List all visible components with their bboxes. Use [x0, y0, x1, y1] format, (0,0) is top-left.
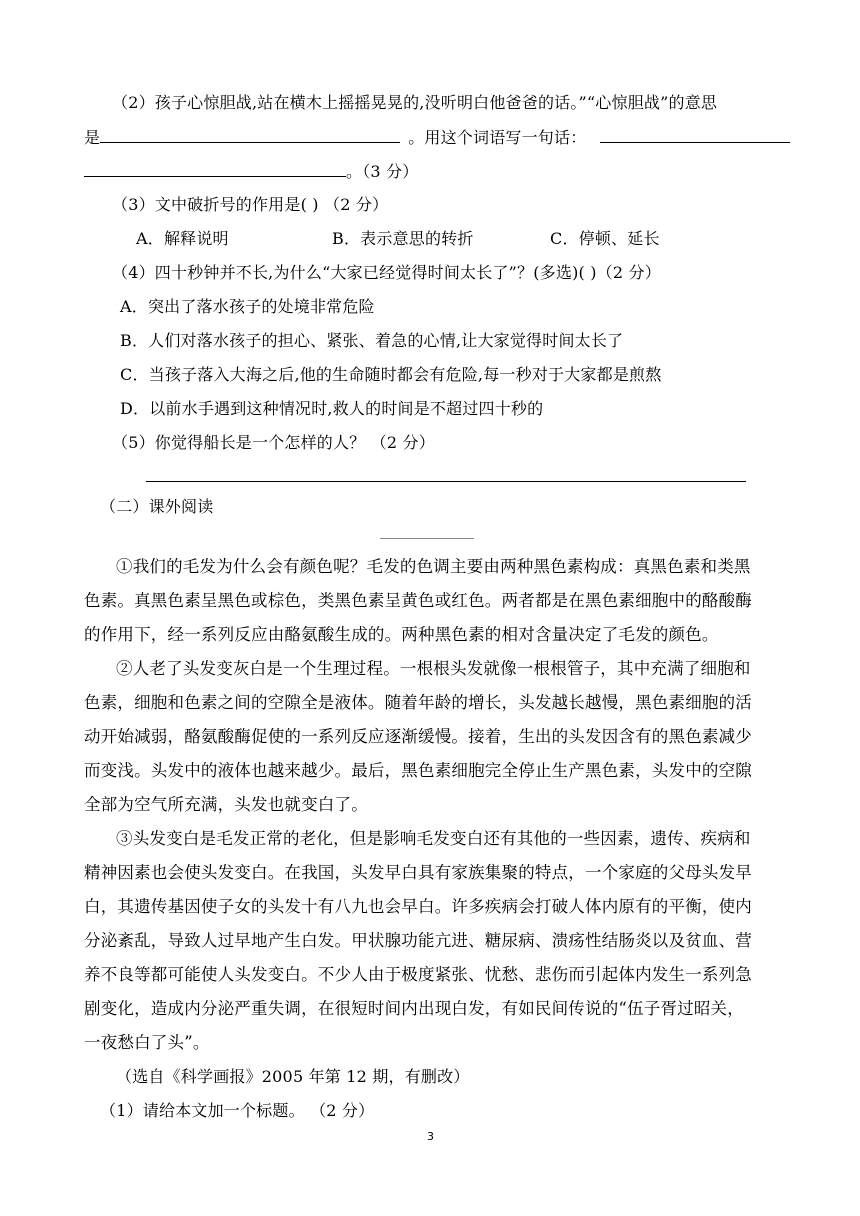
- passage-p1-line: ①我们的毛发为什么会有颜色呢？毛发的色调主要由两种黑色素构成：真黑色素和类黑: [116, 557, 751, 576]
- q2-line2-mid: 。用这个词语写一句话：: [408, 128, 587, 147]
- passage-title-blank[interactable]: [380, 538, 474, 539]
- passage-p3-line: 剧变化，造成内分泌严重失调，在很短时间内出现白发，有如民间传说的“伍子胥过昭关，: [84, 999, 744, 1018]
- passage-source: （选自《科学画报》2005 年第 12 期，有删改）: [116, 1067, 470, 1086]
- q2-sentence-blank-2[interactable]: [84, 160, 346, 177]
- passage-p2-line: 动开始减弱，酪氨酸酶促使的一系列反应逐渐缓慢。接着，生出的头发因含有的黑色素减少: [84, 727, 752, 746]
- q4-option-c[interactable]: C．当孩子落入大海之后,他的生命随时都会有危险,每一秒对于大家都是煎熬: [120, 365, 662, 384]
- q5-stem: （5）你觉得船长是一个怎样的人？ （2 分）: [112, 433, 435, 452]
- q3-option-a[interactable]: A．解释说明: [136, 229, 229, 248]
- q4-option-b[interactable]: B．人们对落水孩子的担心、紧张、着急的心情,让大家觉得时间太长了: [120, 331, 624, 350]
- passage-p3-line: 精神因素也会使头发变白。在我国，头发早白具有家族集聚的特点，一个家庭的父母头发早: [84, 863, 752, 882]
- page-number: 3: [427, 1130, 434, 1143]
- q2-line2-prefix: 是: [84, 128, 101, 147]
- passage-p3-line: ③头发变白是毛发正常的老化，但是影响毛发变白还有其他的一些因素，遗传、疾病和: [116, 829, 751, 848]
- q2-line3-suffix: 。（3 分）: [346, 162, 419, 181]
- q2-line1: （2）孩子心惊胆战,站在横木上摇摇晃晃的,没听明白他爸爸的话。”“心惊胆战”的意思: [112, 93, 718, 112]
- q5-answer-line[interactable]: [146, 481, 746, 482]
- q4-option-d[interactable]: D．以前水手遇到这种情况时,救人的时间是不超过四十秒的: [120, 399, 544, 418]
- section2-heading: （二）课外阅读: [100, 497, 214, 516]
- passage-p1-line: 的作用下，经一系列反应由酪氨酸生成的。两种黑色素的相对含量决定了毛发的颜色。: [84, 625, 719, 644]
- passage-p3-line: 养不良等都可能使人头发变白。不少人由于极度紧张、忧愁、悲伤而引起体内发生一系列急: [84, 965, 752, 984]
- q2-line3: [84, 160, 418, 183]
- q3-stem: （3）文中破折号的作用是( ) （2 分）: [112, 195, 389, 214]
- q4-stem: （4）四十秒钟并不长,为什么“大家已经觉得时间太长了”？(多选)( )（2 分）: [112, 263, 661, 282]
- passage-p2-line: 全部为空气所充满，头发也就变白了。: [84, 795, 368, 814]
- passage-p2-line: ②人老了头发变灰白是一个生理过程。一根根头发就像一根根管子，其中充满了细胞和: [116, 659, 751, 678]
- q2-meaning-blank[interactable]: [100, 126, 400, 143]
- q3-option-b[interactable]: B．表示意思的转折: [332, 229, 474, 248]
- passage-p2-line: 而变浅。头发中的液体也越来越少。最后，黑色素细胞完全停止生产黑色素，头发中的空隙: [84, 761, 752, 780]
- passage-p3-line: 一夜愁白了头”。: [84, 1033, 210, 1052]
- q4-option-a[interactable]: A．突出了落水孩子的处境非常危险: [120, 297, 375, 316]
- passage-p3-line: 分泌紊乱，导致人过早地产生白发。甲状腺功能亢进、糖尿病、溃疡性结肠炎以及贫血、营: [84, 931, 752, 950]
- q3-option-c[interactable]: C．停顿、延长: [550, 229, 660, 248]
- q2-sentence-blank-1[interactable]: [600, 126, 790, 143]
- q2-line2: [84, 126, 790, 149]
- passage-p3-line: 白，其遗传基因使子女的头发十有八九也会早白。许多疾病会打破人体内原有的平衡，使内: [84, 897, 752, 916]
- q-title-stem: （1）请给本文加一个标题。 （2 分）: [100, 1101, 375, 1120]
- passage-p2-line: 色素，细胞和色素之间的空隙全是液体。随着年龄的增长，头发越长越慢，黑色素细胞的活: [84, 693, 752, 712]
- passage-p1-line: 色素。真黑色素呈黑色或棕色，类黑色素呈黄色或红色。两者都是在黑色素细胞中的酪酸酶: [84, 591, 752, 610]
